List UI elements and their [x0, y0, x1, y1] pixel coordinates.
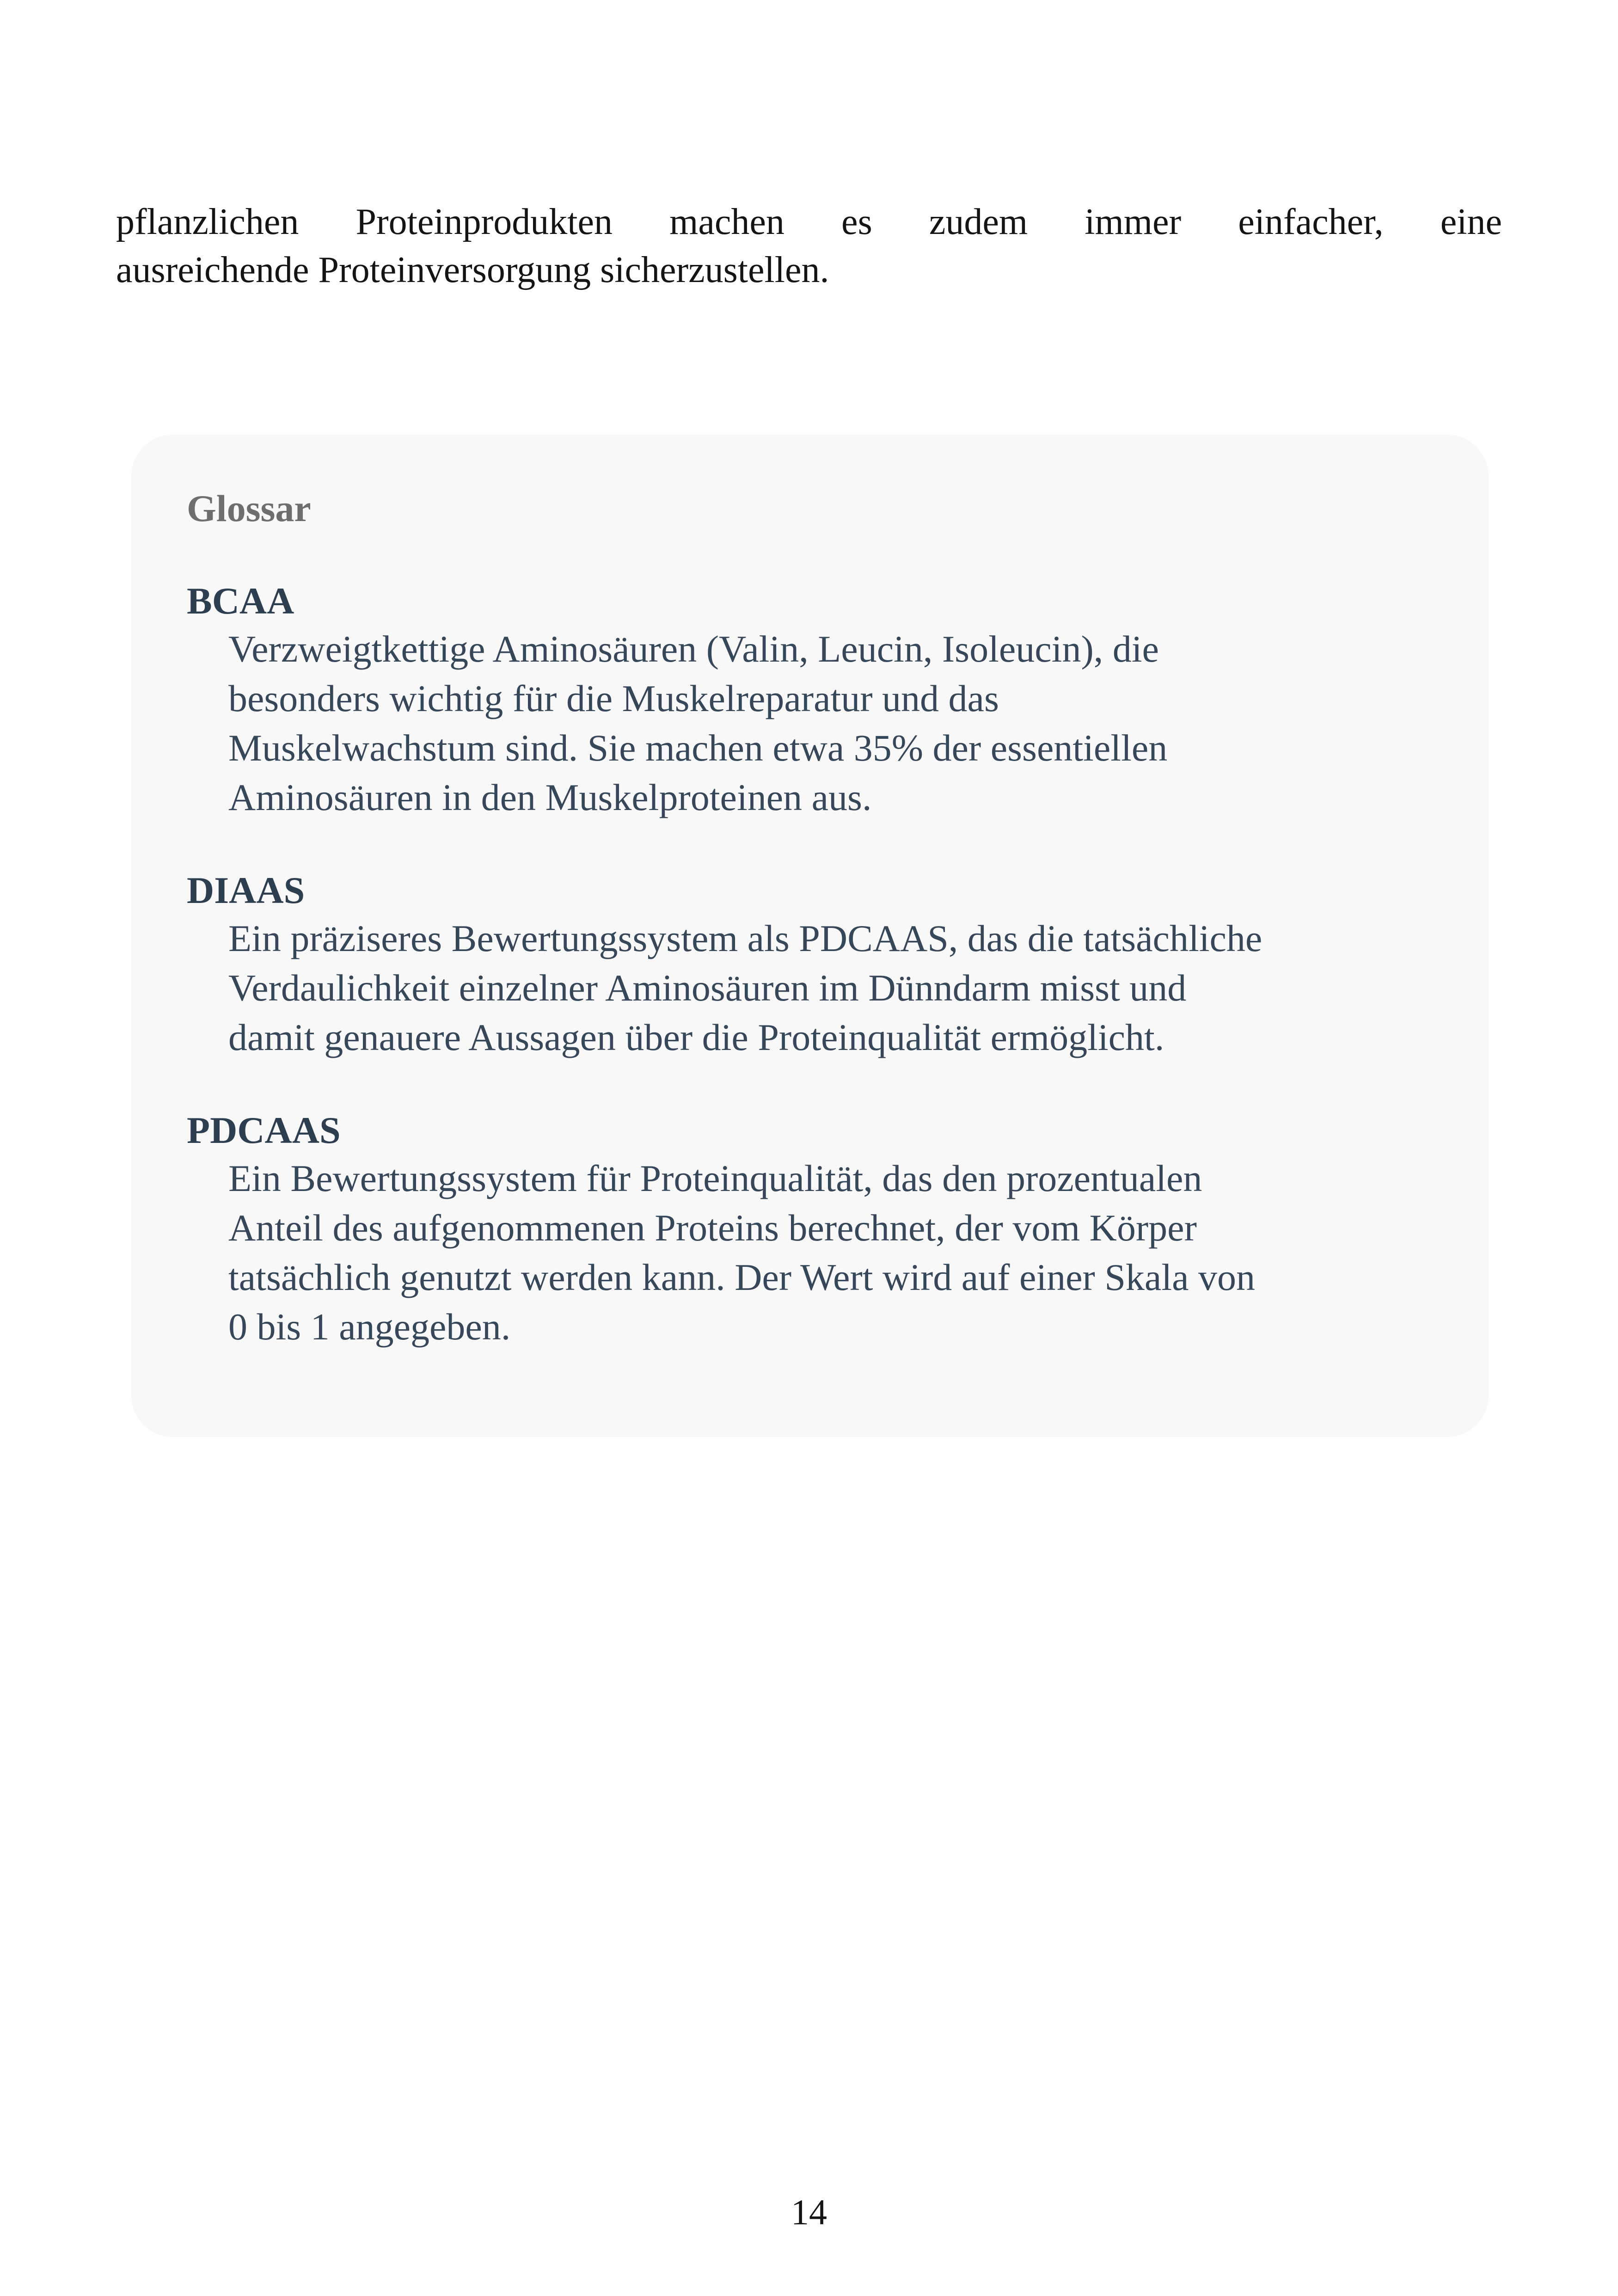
- body-paragraph: [116, 198, 1502, 294]
- definition-line: tatsächlich genutzt werden kann. Der Wert wird auf einer Skala von: [228, 1256, 1256, 1298]
- glossary-definition: [228, 624, 1463, 822]
- glossary-definition: [228, 914, 1463, 1062]
- definition-line: besonders wichtig für die Muskelreparatur und das: [228, 677, 999, 719]
- definition-line: Muskelwachstum sind. Sie machen etwa 35% der essentiellen: [228, 727, 1168, 769]
- glossary-entry: [187, 867, 1463, 1062]
- definition-line: Aminosäuren in den Muskelproteinen aus.: [228, 776, 872, 818]
- definition-line: Ein präziseres Bewertungssystem als PDCAAS, das die tatsächliche: [228, 917, 1263, 959]
- paragraph-line: ausreichende Proteinversorgung sicherzustellen.: [116, 250, 829, 290]
- glossary-entry: [187, 578, 1463, 822]
- glossary-term: PDCAAS: [187, 1109, 341, 1151]
- definition-line: Verzweigtkettige Aminosäuren (Valin, Leucin, Isoleucin), die: [228, 628, 1159, 670]
- definition-line: Anteil des aufgenommenen Proteins berechnet, der vom Körper: [228, 1207, 1197, 1249]
- definition-line: Ein Bewertungssystem für Proteinqualität, das den prozentualen: [228, 1157, 1202, 1199]
- glossary-box: [131, 435, 1489, 1437]
- definition-line: 0 bis 1 angegeben.: [228, 1306, 511, 1348]
- definition-line: damit genauere Aussagen über die Proteinqualität ermöglicht.: [228, 1016, 1164, 1058]
- glossary-title: Glossar: [187, 487, 311, 529]
- page-number: 14: [791, 2192, 827, 2232]
- paragraph-line: pflanzlichen Proteinprodukten machen es zudem immer einfacher, eine: [116, 202, 1502, 242]
- glossary-entry: [187, 1107, 1463, 1351]
- glossary-term: DIAAS: [187, 869, 305, 911]
- definition-line: Verdaulichkeit einzelner Aminosäuren im Dünndarm misst und: [228, 967, 1187, 1009]
- glossary-term: BCAA: [187, 580, 294, 622]
- glossary-list: [187, 578, 1463, 1351]
- glossary-definition: [228, 1154, 1463, 1351]
